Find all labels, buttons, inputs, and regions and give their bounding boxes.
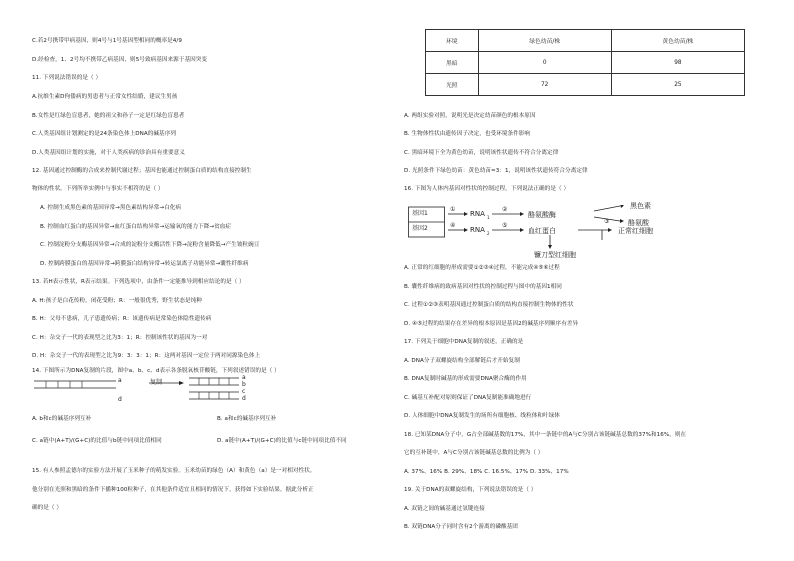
table-header: 黄色幼苗/株: [611, 30, 744, 52]
table-header-row: [426, 30, 745, 52]
table-row: [426, 74, 745, 96]
text-line: B. DNA复制时碱基的形成需要DNA聚合酶的作用: [404, 376, 527, 382]
hemoglobin-label: 血红蛋白: [528, 227, 556, 235]
option-d: D. a链中(A+T)/(G+C)的比值与c链中同项比值不同: [217, 438, 347, 444]
table-row: [426, 52, 745, 74]
melanin-label: 黑色素: [630, 202, 651, 210]
step-5: ⑤: [502, 222, 508, 229]
text-line: B. 生物体性状由遗传因子决定，也受环境条件影响: [404, 131, 531, 137]
dna-replication-figure: [34, 376, 254, 408]
table-cell: 72: [478, 74, 611, 96]
option-c: C. a链中(A+T)/(G+C)的比值与b链中同项比值相同: [32, 438, 162, 444]
text-line: 物体的性状。下列所举实例中与事实不相符的是（ ）: [32, 186, 164, 192]
question-18: 18. 已知某DNA分子中，G占全部碱基数的17%，其中一条链中的A与C分别占该链碱基总数的37%和16%，则在: [404, 432, 687, 438]
text-line: D. ④⑤过程的结果存在差异的根本原因是基因2的碱基序列顺序有差异: [404, 321, 579, 327]
text-line: D. 控制跨膜蛋白的基因异常→跨膜蛋白结构异常→转运氯离子功能异常→囊性纤维病: [40, 261, 249, 267]
strand-label-b: b: [242, 381, 246, 388]
text-line: C. H：杂交子一代的表现型之比为3：1；R：控制该性状的基因为一对: [32, 335, 208, 341]
replication-arrow-label: 复制: [150, 379, 163, 386]
strand-label-a: a: [118, 377, 122, 384]
question-16: 16. 下图为人体内基因对性状的控制过程，下列说法正确的是（ ）: [404, 186, 570, 192]
question-17: 17. 下列关于细胞中DNA复制的叙述，正确的是: [404, 339, 524, 345]
table-cell: 光照: [426, 74, 479, 96]
text-line: D. H：杂交子一代的表现型之比为9：3：3：1；R：这两对基因一定位于两对同源染色体上: [32, 353, 261, 359]
step-3: ③: [604, 218, 610, 225]
rna2-label: RNA: [470, 226, 485, 234]
rna1-subscript: 1: [487, 215, 490, 220]
text-line: A. 37%、16% B. 29%、18% C. 16.5%、17% D. 33%、17%: [404, 469, 569, 475]
text-line: B. 囊性纤维病的致病基因对性状的控制过程与图中的基因1相同: [404, 284, 562, 290]
text-line: B. 双链DNA分子同时含有2个游离的磷酸基团: [404, 524, 518, 530]
table-cell: 0: [478, 52, 611, 74]
strand-label-c: c: [242, 388, 246, 395]
text-line: A. 控制生成黑色素的基因异常→黑色素结构异常→白化病: [40, 205, 182, 211]
text-line: C. 黑暗环境下全为黄色幼苗，说明该性状遗传不符合分离定律: [404, 150, 559, 156]
text-line: A. H:孩子是白花传粉，闭花受粉；R：一般很优秀，野生状态是纯种: [32, 298, 202, 304]
text-line: 它的互补链中，A与C分别占该链碱基总数的比例为（ ）: [404, 450, 544, 456]
strand-label-d2: d: [242, 395, 246, 402]
question-11: 11. 下列说法错误的是（ ）: [32, 75, 102, 81]
text-line: B. 控制血红蛋白的基因异常→血红蛋白结构异常→运输氧的能力下降→贫血症: [40, 224, 232, 230]
text-line: D.人类基因组计划的实施，对于人类疾病的诊治具有重要意义: [32, 150, 185, 156]
step-2: ②: [502, 206, 508, 213]
text-line: C.若2号携带甲病基因，则4号与1号基因型相同的概率是4/9: [32, 38, 182, 44]
table-header: 绿色幼苗/株: [478, 30, 611, 52]
sickle-rbc-label: 镰刀型红细胞: [534, 251, 576, 259]
table-header: 环境: [426, 30, 479, 52]
gene1-label: 基因1: [412, 210, 428, 217]
tyrosine-label: 酪氨酸: [628, 219, 649, 227]
text-line: B. H：父母不患病，儿子患遗传病；R：该遗传病是常染色体隐性遗传病: [32, 316, 212, 322]
normal-rbc-label: 正常红细胞: [618, 227, 653, 235]
text-line: B.女性是红绿色盲患者，她的祖父和孙子一定是红绿色盲患者: [32, 113, 185, 119]
table-cell: 黑暗: [426, 52, 479, 74]
text-line: C. 碱基互补配对原则保证了DNA复制能准确地进行: [404, 395, 532, 401]
text-line: A.抗维生素D佝偻病的男患者与正常女性结婚，建议生男孩: [32, 94, 178, 100]
text-line: 他分别在光照和黑暗的条件下播种100粒种子，在其他条件适宜且相同的情况下，获得如下实验结果。据此分析正: [32, 487, 314, 493]
option-b: B. a和c的碱基序列互补: [217, 416, 277, 422]
text-line: D. 光照条件下绿色幼苗：黄色幼苗≈3：1，说明该性状遗传符合分离定律: [404, 168, 588, 174]
question-15: 15. 有人参照孟德尔的实验方法开展了玉米种子的萌发实验。玉米幼苗的绿色（A）和黄色（a）是一对相对性状。: [32, 468, 316, 474]
text-line: C.人类基因组计划测定的是24条染色体上DNA的碱基序列: [32, 131, 176, 137]
text-line: A. 正常的红细胞的形成需要①②③④过程，不能完成④⑤⑥过程: [404, 265, 560, 271]
enzyme-label: 酪氨酸酶: [528, 211, 556, 219]
text-line: C. 控制淀粉分支酶基因异常→合成的淀粉分支酶活性下降→淀粉含量降低→产生皱粒豌豆: [40, 242, 260, 248]
text-line: D. 人体细胞中DNA复制发生的场所有细胞核、线粒体和叶绿体: [404, 413, 560, 419]
text-line: A. 两组实验对照，说明光是决定幼苗颜色的根本原因: [404, 113, 536, 119]
question-19: 19. 关于DNA的双螺旋结构，下列说法错误的是（ ）: [404, 487, 537, 493]
text-line: A. 双链之间的碱基通过氢键连接: [404, 506, 485, 512]
question-13: 13. 若H表示性状，R表示结果。下列选项中，由条件一定能推导到相应结论的是（ ）: [32, 279, 245, 285]
strand-label-a2: a: [242, 374, 246, 381]
question-12: 12. 基因通过控制酶的合成来控制代谢过程；基因也能通过控制蛋白质的结构直接控制生: [32, 168, 252, 174]
question-14: 14. 下图所示为DNA复制的片段，图中a、b、c、d表示各条脱氧核苷酸链，下列叙述错误的是（ ）: [32, 368, 280, 374]
rna2-subscript: 2: [487, 231, 490, 236]
text-line: 确的是（ ）: [32, 505, 63, 511]
step-1: ①: [450, 206, 456, 213]
text-line: C. 过程①②③表明基因通过控制蛋白质的结构直接控制生物体的性状: [404, 302, 574, 308]
step-4: ④: [450, 222, 456, 229]
text-line: D.经检查，1、2号均不携带乙病基因，则5号致病基因来源于基因突变: [32, 57, 208, 63]
rna1-label: RNA: [470, 210, 485, 218]
table-cell: 98: [611, 52, 744, 74]
gene2-label: 基因2: [412, 225, 428, 232]
seedling-table: [425, 29, 745, 96]
text-line: A. DNA分子双螺旋结构全部解链后才开始复制: [404, 358, 520, 364]
table-cell: 25: [611, 74, 744, 96]
option-a: A. b和c的碱基序列互补: [32, 416, 92, 422]
strand-label-d: d: [118, 396, 122, 403]
